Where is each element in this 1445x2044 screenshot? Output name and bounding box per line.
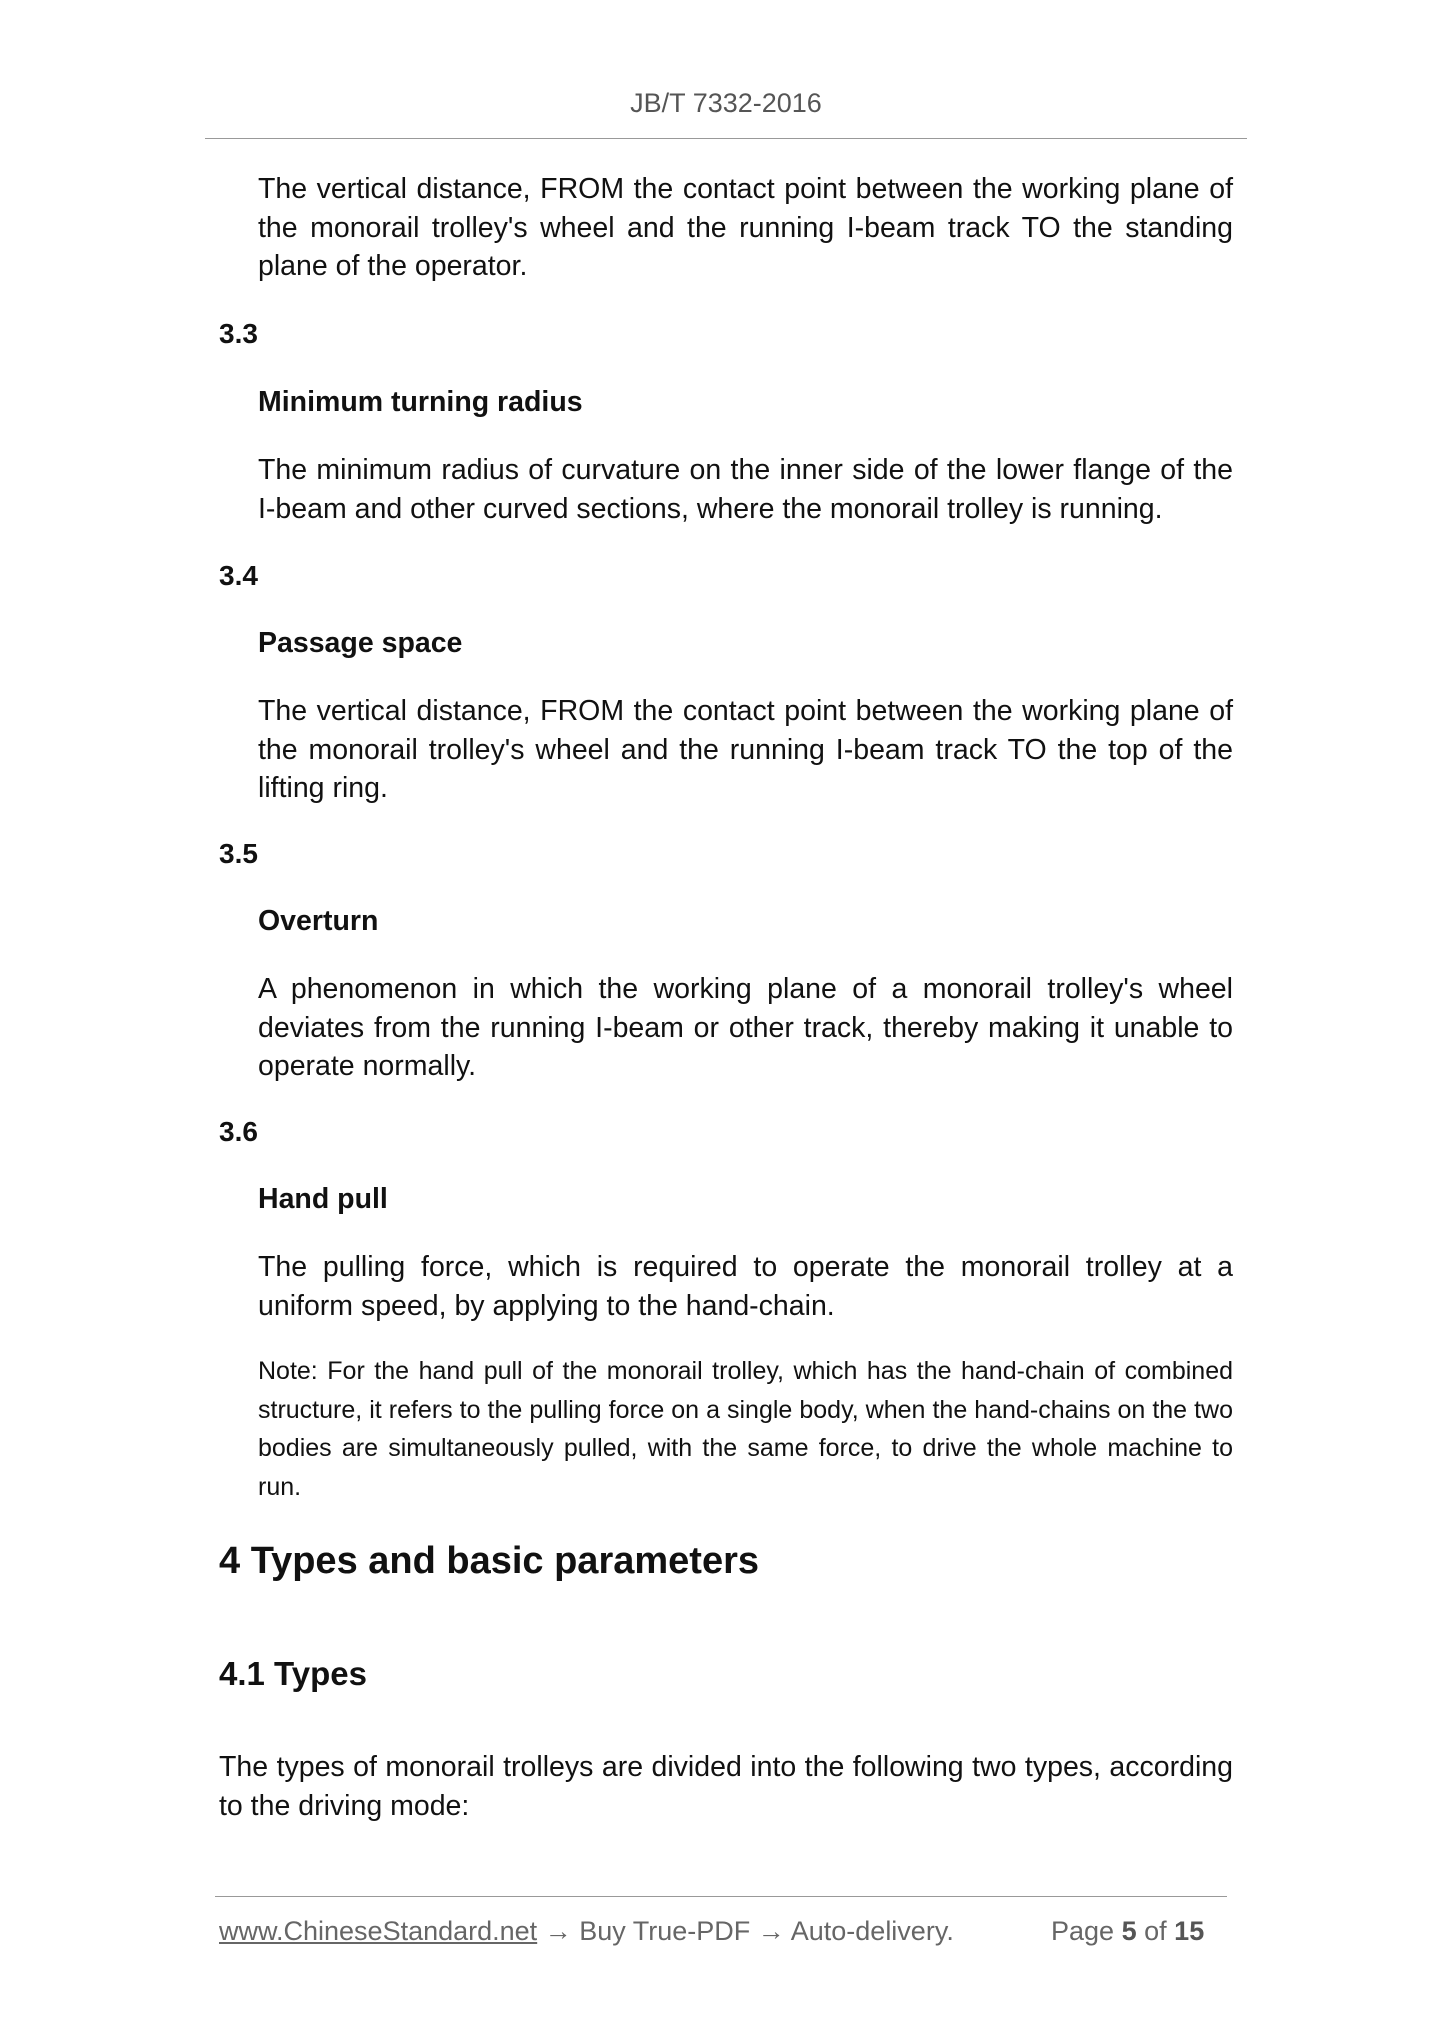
clause-number-3-5: 3.5 <box>219 838 258 869</box>
definition-3-5: A phenomenon in which the working plane of a monorail trolley's wheel deviates from the running I-beam or other track, thereby making it unable to operate normally. <box>258 973 1233 1082</box>
of-label: of <box>1144 1916 1167 1946</box>
definition-3-3: The minimum radius of curvature on the inner side of the lower flange of the I-beam and other curved sections, where the monorail trolley is running. <box>258 454 1233 525</box>
header-divider <box>205 138 1247 139</box>
total-pages-number: 15 <box>1174 1916 1205 1946</box>
footer-promo <box>219 1916 954 1947</box>
term-minimum-turning-radius: Minimum turning radius <box>258 386 583 418</box>
page-counter <box>1051 1916 1204 1947</box>
definition-3-6: The pulling force, which is required to operate the monorail trolley at a uniform speed, by applying to the hand-chain. <box>258 1251 1233 1322</box>
page-label: Page <box>1051 1916 1115 1946</box>
footer-divider <box>215 1896 1227 1897</box>
clause-number-3-3: 3.3 <box>219 318 258 349</box>
term-overturn: Overturn <box>258 905 379 937</box>
clause-number-3-6: 3.6 <box>219 1116 258 1147</box>
term-passage-space: Passage space <box>258 627 463 659</box>
intro-paragraph: The vertical distance, FROM the contact point between the working plane of the monorail trolley's wheel and the running I-beam track TO the standing plane of the operator. <box>258 173 1233 282</box>
website-link[interactable]: www.ChineseStandard.net <box>219 1916 538 1946</box>
definition-3-4: The vertical distance, FROM the contact point between the working plane of the monorail trolley's wheel and the running I-beam track TO the top of the lifting ring. <box>258 695 1233 804</box>
current-page-number: 5 <box>1121 1916 1137 1946</box>
note-paragraph: Note: For the hand pull of the monorail trolley, which has the hand-chain of combined structure, it refers to the pulling force on a single body, when the hand-chains on the two bodies are simultaneously pulled, with the same force, to drive the whole machine to run. <box>258 1357 1233 1501</box>
term-hand-pull: Hand pull <box>258 1183 388 1215</box>
section-heading: 4 Types and basic parameters <box>219 1540 759 1582</box>
footer-tagline: → Buy True-PDF → Auto-delivery. <box>537 1916 954 1946</box>
body-paragraph: The types of monorail trolleys are divided into the following two types, according to the driving mode: <box>219 1751 1233 1822</box>
clause-number-3-4: 3.4 <box>219 560 258 591</box>
document-code-header: JB/T 7332-2016 <box>630 88 822 118</box>
subsection-heading: 4.1 Types <box>219 1655 367 1692</box>
